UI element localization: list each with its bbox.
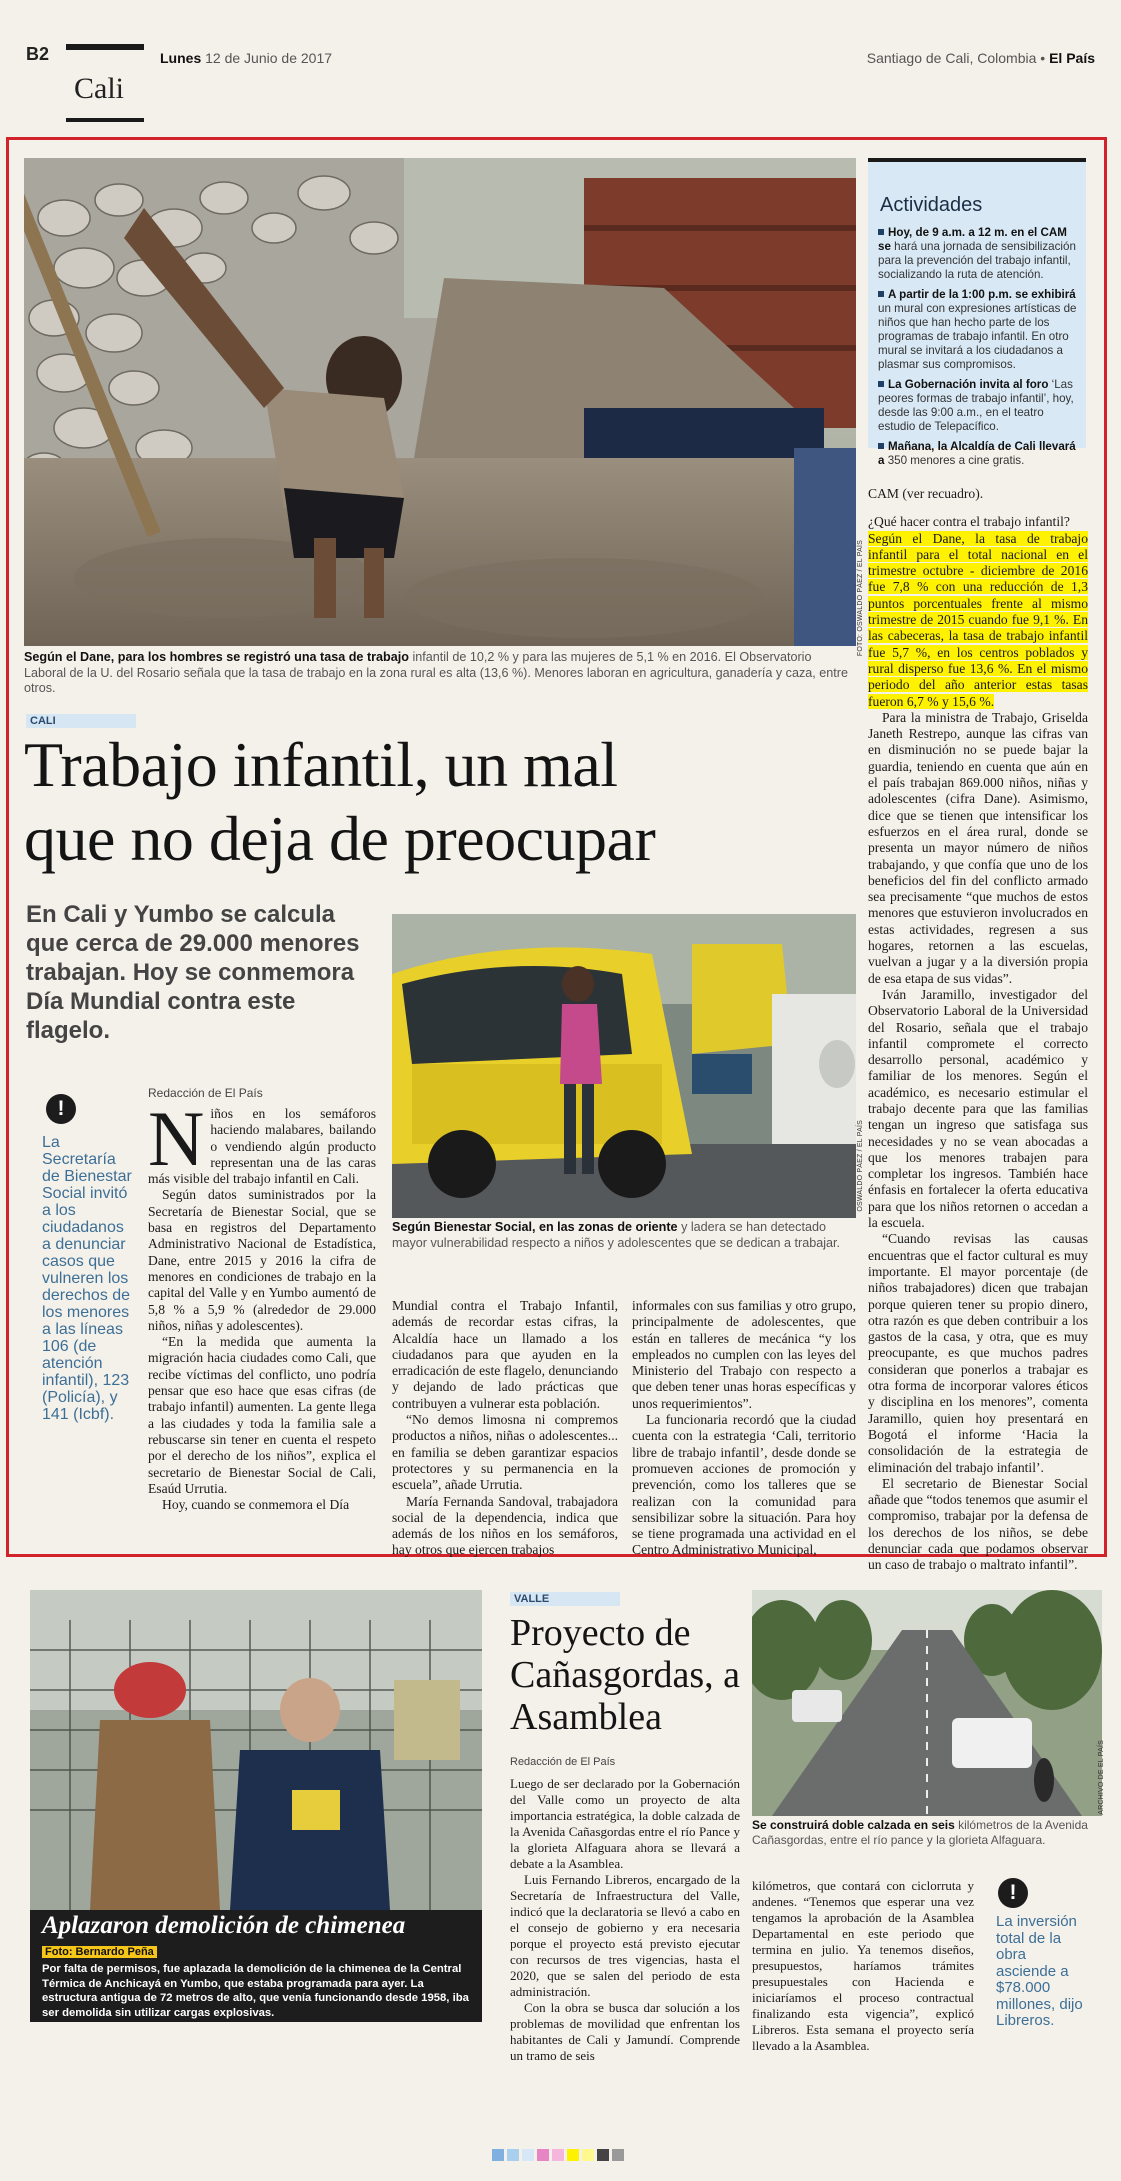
activity-item: A partir de la 1:00 p.m. se exhibirá un mural con expresiones artísticas de niños que han hecho parte de los programas de trabajo infantil. En otro mural se invitará a los ciudadanos a plasmar sus compromisos. — [878, 288, 1077, 371]
section-bar — [66, 44, 144, 50]
section-bar-bottom — [66, 118, 144, 122]
section-tag-valle: VALLE — [510, 1592, 620, 1606]
info-icon: ! — [46, 1094, 76, 1124]
bullet-icon — [878, 443, 884, 449]
valle-column-1 — [510, 1776, 740, 2064]
avenue-photo-caption: Se construirá doble calzada en seis kilómetros de la Avenida Cañasgordas, entre el río pance y la glorieta Alfaguara. — [752, 1818, 1088, 1847]
deck: En Cali y Yumbo se calcula que cerca de 29.000 menores trabajan. Hoy se conmemora Día Mundial contra este flagelo. — [26, 901, 360, 1044]
date-prefix: Lunes — [160, 50, 202, 66]
info-icon: ! — [998, 1878, 1028, 1908]
print-color-bar — [492, 2148, 624, 2166]
highlighted-paragraph — [868, 531, 1088, 710]
avenue-photo-credit: ARCHIVO DE EL PAÍS — [1098, 1740, 1105, 1815]
paragraph: Con la obra se busca dar solución a los problemas de movilidad que enfrentan los habitantes de Cali y Jamundí. Comprende un tramo de seis — [510, 2000, 740, 2063]
highlight: Según el Dane, la tasa de trabajo infantil para el total nacional en el trimestre octubre - diciembre de 2016 fue 7,8 % con una reducción de 1,3 puntos porcentuales frente al mismo trimestre de 2015 cuando fue 9,1 %. En las cabeceras, la tasa de trabajo infantil fue 5,7 %, en los centros poblados y rural disperso fue 13,6 %. En el mismo periodo del año anterior estas tasas fueron 6,7 % y 15,6 %. — [868, 530, 1088, 709]
paragraph: Luis Fernando Libreros, encargado de la Secretaría de Infraestructura del Valle, indicó que la declaratoria se llevó a cabo en el consejo de gobierno y era necesaria porque el proyecto está previsto ejecutar con recursos de tres vigencias, hasta el 2020, que se salen del periodo de esta administración. — [510, 1872, 740, 1999]
activities-box — [868, 158, 1086, 467]
valle-sidenote: La inversión total de la obra asciende a $78.000 millones, dijo Libreros. — [996, 1913, 1083, 2029]
activities-list — [878, 226, 1078, 474]
chimney-credit: Foto: Bernardo Peña — [42, 1946, 157, 1958]
dropcap: N — [148, 1095, 205, 1182]
paragraph: “En la medida que aumenta la migración hacia ciudades como Cali, que recibe víctimas del conflicto, uno podría pensar que eso hace que esas cifras (de trabajo infantil) aumenten. La gente llega a las ciudades y toda la familia sale a rebuscarse sin tener en cuenta el respeto por el derecho de los niños”, explica el secretario de Bienestar Social de Cali, Esaúd Urrutia. — [148, 1334, 376, 1496]
paragraph: La funcionaria recordó que la ciudad cuenta con la estrategia ‘Cali, territorio libre de trabajo infantil’, desde donde se promueven acciones de promoción y prevención, como los talleres que se realizan con la comunidad para sensibilizar sobre la situación. Para hoy se tiene programada una actividad en el Centro Administrativo Municipal, — [632, 1412, 856, 1558]
activity-item: Mañana, la Alcaldía de Cali llevará a 350 menores a cine gratis. — [878, 440, 1076, 467]
date: 12 de Junio de 2017 — [205, 50, 333, 66]
paragraph: iños en los semáforos haciendo malabares, bailando o vendiendo algún producto representan una de las caras más visible del trabajo infantil en Cali. — [148, 1106, 376, 1187]
byline: Redacción de El País — [148, 1086, 263, 1100]
sidenote: La Secretaría de Bienestar Social invitó a los ciudadanos a denunciar casos que vulneren los derechos de los menores a las líneas 106 (de atención infantil), 123 (Policía), y 141 (Icbf). — [42, 1134, 132, 1423]
headline — [24, 728, 864, 876]
lead-column-1 — [148, 1095, 376, 1513]
paragraph: Luego de ser declarado por la Gobernación del Valle como un proyecto de alta importancia estratégica, la doble calzada de la Avenida Cañasgordas entre el río Pance y la glorieta Alfaguara ahora se llevará a debate a la Asamblea. — [510, 1776, 740, 1871]
subhead-question: ¿Qué hacer contra el trabajo infantil? — [868, 514, 1070, 530]
child-shoveling-photo — [24, 158, 856, 646]
lead-column-3 — [632, 1298, 856, 1559]
valle-byline: Redacción de El País — [510, 1756, 616, 1768]
bullet-icon — [878, 229, 884, 235]
avenue-photo — [752, 1590, 1102, 1816]
paragraph: “Cuando revisas las causas encuentras que el factor cultural es muy importante. El mayor porcentaje (de niños trabajadores) dicen que trabajan porque quieren tener su propio dinero, otra razón es que deben contribuir a los gastos de la casa, y otra, que es muy preocupante, es que muchos padres consideran que ponerlos a trabajar es otra forma de incorporar valores éticos y disciplina en los menores”, comenta Jaramillo, quien hoy presentará en Bogotá el informe ‘Hacia la consolidación de la estrategia de eliminación del trabajo infantil’. — [868, 1231, 1088, 1475]
paragraph: Hoy, cuando se conmemora el Día — [162, 1497, 350, 1513]
photo2-caption: Según Bienestar Social, en las zonas de oriente y ladera se han detectado mayor vulnerabilidad respecto a niños y adolescentes que se dedican a trabajar. — [392, 1220, 841, 1250]
paragraph: “No demos limosna ni compremos productos a niños, niñas o adolescentes... en familia se deben garantizar espacios protectores y su permanencia en la escuela”, añade Urrutia. — [392, 1412, 618, 1493]
activity-item: La Gobernación invita al foro ‘Las peores formas de trabajo infantil’, hoy, desde las 9:00 a.m., en el teatro estudio de Telepacífico. — [878, 378, 1074, 433]
paragraph: Iván Jaramillo, investigador del Observatorio Laboral de la Universidad del Rosario, señala que el trabajo infantil compromete el correcto desarrollo personal, académico y familiar de los menores. Según el académico, es necesario estimular el trabajo decente para que las familias tengan un ingreso que satisfaga sus necesidades y no se vean abocadas a que los menores trabajen para completar los ingresos. También hace énfasis en fortalecer la oferta educativa para que los niños retornen o accedan a la escuela. — [868, 986, 1088, 1231]
photo-credit: FOTO: OSWALDO PÁEZ / EL PAÍS — [857, 540, 864, 657]
paragraph: Para la ministra de Trabajo, Griselda Janeth Restrepo, aunque las cifras van en disminución no se puede bajar la guardia, teniendo en cuenta que aún en el país trabajan 869.000 niños, niñas y adolescentes (cifra Dane). Asimismo, dice que se tienen que intensificar los esfuerzos en el área rural, donde se presenta un mayor número de niños trabajando, y que confía que uno de los beneficios del fin del conflicto armado sea precisamente “que muchos de estos menores que estuvieron involucrados en estas actividades, regresen a sus hogares, retornen a las escuelas, vuelvan a jugar y a la diversión propia de esa etapa de sus vidas”. — [868, 709, 1088, 986]
valle-headline: Proyecto de Cañasgordas, a Asamblea — [510, 1612, 741, 1738]
chimney-photo — [30, 1590, 482, 1910]
chimney-title: Aplazaron demolición de chimenea — [42, 1912, 406, 1939]
headline-line: Trabajo infantil, un mal — [24, 729, 618, 800]
paragraph: María Fernanda Sandoval, trabajadora social de la dependencia, indica que además de los niños en los semáforos, hay otros que ejercen trabajos — [392, 1493, 618, 1558]
paragraph: informales con sus familias y otro grupo, principalmente de adolescentes, que están en talleres de mecánica “y los empleados no cumplen con las leyes del Ministerio del Trabajo con respecto a que deben tener unas horas específicas y unos requerimientos”. — [632, 1298, 856, 1411]
lead-column-4 — [868, 486, 1088, 1574]
masthead-right: Santiago de Cali, Colombia • El País — [866, 50, 1095, 66]
paragraph: Según datos suministrados por la Secretaría de Bienestar Social, que se basa en registros del Departamento Administrativo Nacional de Estadística, Dane, entre 2015 y 2016 la cifra de menores en condiciones de trabajo en la capital del Valle y en Yumbo aumentó de 5,8 % a 5,9 % (alrededor de 29.000 niños, niñas y adolescentes). — [148, 1187, 376, 1333]
page-code: B2 — [26, 44, 50, 64]
lead-column-2 — [392, 1298, 618, 1559]
photo2-credit: OSWALDO PÁEZ / EL PAÍS — [857, 1120, 864, 1212]
section-tag-cali: CALI — [26, 714, 136, 728]
street-children-photo — [392, 914, 856, 1218]
section-name: Cali — [74, 72, 124, 105]
paragraph: El secretario de Bienestar Social añade que “todos tenemos que asumir el compromiso, trabajar por la defensa de los derechos de los niños, se debe denunciar cada que podamos observar un caso de trabajo o maltrato infantil”. — [868, 1475, 1088, 1573]
paragraph: kilómetros, que contará con ciclorruta y andenes. “Tenemos que esperar una vez tengamos la aprobación de la Asamblea Departamental en este periodo que termina en julio. Ya tenemos diseños, presupuestos, haríamos trámites presupuestales con Hacienda e iniciaríamos el proceso contractual finalizando esta vigencia”, explicó Libreros. Esta semana el proyecto sería llevado a la Asamblea. — [752, 1878, 974, 2053]
publication: El País — [1049, 50, 1095, 66]
bullet-icon — [878, 291, 884, 297]
headline-line: que no deja de preocupar — [24, 803, 656, 874]
bullet-icon — [878, 381, 884, 387]
paragraph: Mundial contra el Trabajo Infantil, además de recordar estas cifras, la Alcaldía hace un llamado a los ciudadanos para que ayuden en la erradicación de este flagelo, denunciando y dejando de lado prácticas que contribuyen a vulnerar esta población. — [392, 1298, 618, 1411]
paragraph: CAM (ver recuadro). — [868, 486, 984, 501]
activities-title: Actividades — [880, 194, 983, 216]
location: Santiago de Cali, Colombia — [866, 50, 1037, 66]
photo-caption: Según el Dane, para los hombres se registró una tasa de trabajo infantil de 10,2 % y para las mujeres de 5,1 % en 2016. El Observatorio Laboral de la U. del Rosario señala que la tasa de trabajo en la zona rural es alta (13,6 %). Menores laboran en agricultura, ganadería y caza, entre otros. — [24, 650, 848, 695]
date-line — [160, 50, 332, 66]
chimney-text: Por falta de permisos, fue aplazada la demolición de la chimenea de la Central Térmica de Anchicayá en Yumbo, que estaba programada para ayer. La estructura antigua de 72 metros de alto, que venía funcionando desde 1958, iba ser demolida sin utilizar cargas explosivas. — [42, 1963, 469, 2019]
activity-item: Hoy, de 9 a.m. a 12 m. en el CAM se hará una jornada de sensibilización para la prevención del trabajo infantil, socializando la ruta de atención. — [878, 226, 1076, 281]
valle-column-2 — [752, 1878, 974, 2054]
